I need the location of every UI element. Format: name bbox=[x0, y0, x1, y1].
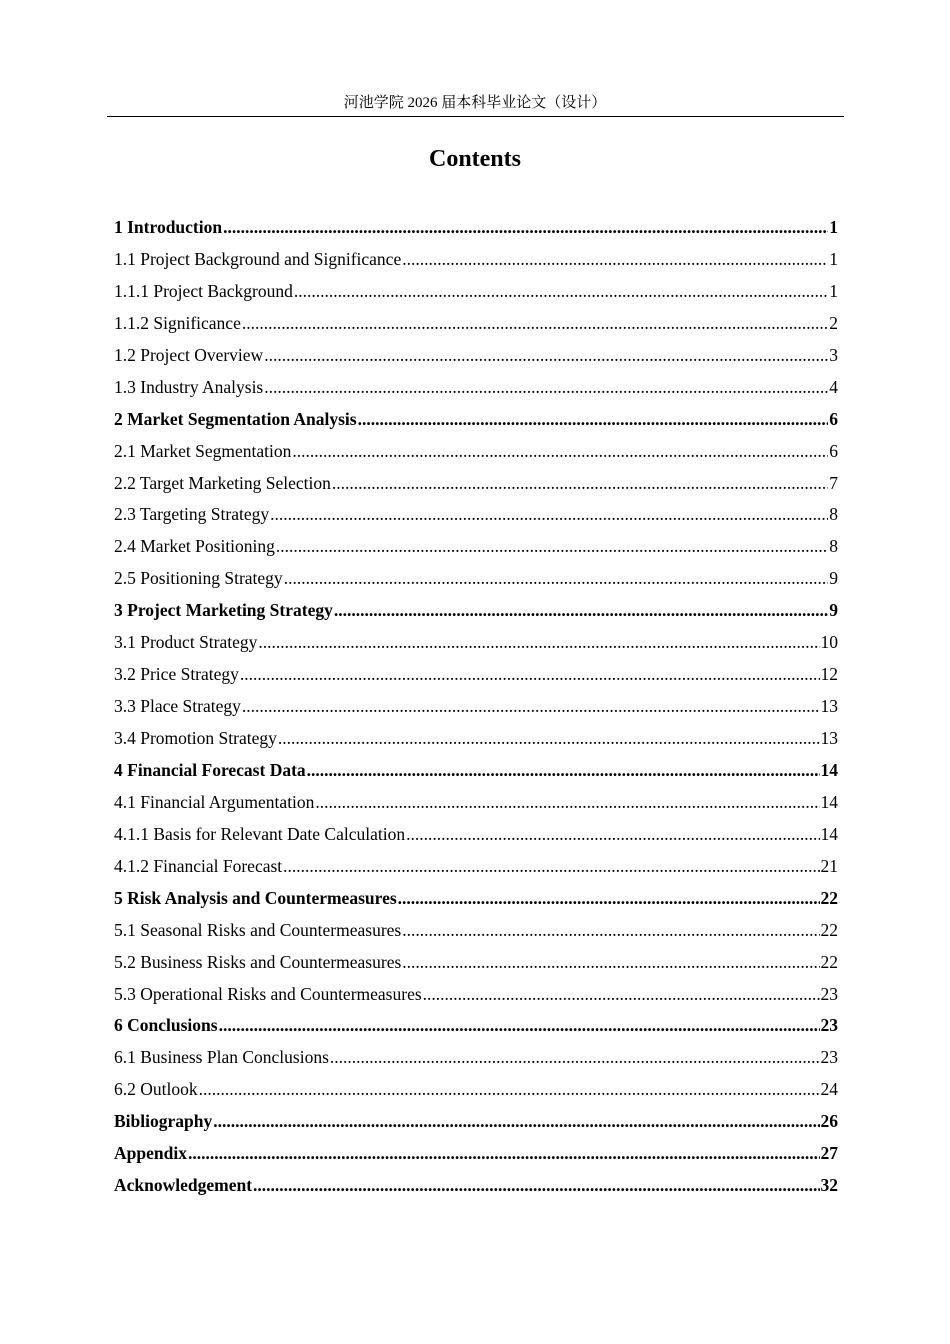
toc-page-number: 12 bbox=[820, 664, 838, 685]
toc-dot-leader bbox=[264, 340, 828, 372]
toc-entry-title: 1.1 Project Background and Significance bbox=[114, 248, 402, 269]
toc-page-number: 9 bbox=[829, 600, 838, 621]
toc-page-number: 21 bbox=[820, 855, 838, 876]
toc-dot-leader bbox=[283, 851, 819, 883]
toc-dot-leader bbox=[188, 1138, 820, 1170]
toc-page-number: 8 bbox=[829, 536, 838, 557]
toc-entry-title: 4 Financial Forecast Data bbox=[114, 759, 306, 780]
toc-entry[interactable] bbox=[114, 340, 838, 372]
toc-page-number: 14 bbox=[820, 759, 838, 780]
toc-dot-leader bbox=[315, 787, 819, 819]
toc-page-number: 23 bbox=[820, 983, 838, 1004]
toc-page-number: 9 bbox=[829, 568, 838, 589]
toc-entry[interactable] bbox=[114, 276, 838, 308]
toc-dot-leader bbox=[307, 755, 820, 787]
toc-entry-title: Bibliography bbox=[114, 1111, 213, 1132]
toc-entry-title: 2.3 Targeting Strategy bbox=[114, 504, 270, 525]
toc-page-number: 7 bbox=[829, 472, 838, 493]
toc-entry[interactable] bbox=[114, 1074, 838, 1106]
toc-dot-leader bbox=[398, 883, 820, 915]
toc-entry[interactable] bbox=[114, 436, 838, 468]
toc-page-number: 27 bbox=[820, 1143, 838, 1164]
toc-entry[interactable] bbox=[114, 691, 838, 723]
toc-entry-title: 5 Risk Analysis and Countermeasures bbox=[114, 887, 397, 908]
toc-dot-leader bbox=[358, 404, 829, 436]
toc-title: Contents bbox=[428, 146, 521, 172]
toc-entry-title: 1 Introduction bbox=[114, 217, 223, 237]
toc-entry[interactable] bbox=[114, 499, 838, 531]
toc-page-number: 14 bbox=[820, 823, 838, 844]
toc-entry-title: 6 Conclusions bbox=[114, 1015, 218, 1036]
toc-entry-title: 2.2 Target Marketing Selection bbox=[114, 472, 331, 493]
toc-page-number: 6 bbox=[829, 408, 838, 429]
toc-entry-title: Appendix bbox=[114, 1143, 187, 1164]
toc-dot-leader bbox=[334, 595, 828, 627]
toc-page-number: 26 bbox=[820, 1111, 838, 1132]
toc-entry-title: 5.1 Seasonal Risks and Countermeasures bbox=[114, 919, 402, 940]
toc-entry-title: 1.2 Project Overview bbox=[114, 344, 264, 365]
toc-page-number: 23 bbox=[820, 1015, 838, 1036]
toc-entry[interactable] bbox=[114, 787, 838, 819]
toc-page-number: 1 bbox=[829, 217, 838, 237]
toc-dot-leader bbox=[402, 915, 819, 947]
header-rule bbox=[107, 116, 844, 117]
toc-dot-leader bbox=[332, 468, 828, 500]
toc-entry[interactable] bbox=[114, 1138, 838, 1170]
toc-entry-title: 3 Project Marketing Strategy bbox=[114, 600, 333, 621]
toc-page-number: 22 bbox=[820, 951, 838, 972]
toc-dot-leader bbox=[240, 659, 820, 691]
toc-dot-leader bbox=[284, 563, 829, 595]
toc-entry[interactable] bbox=[114, 883, 838, 915]
toc-dot-leader bbox=[199, 1074, 820, 1106]
toc-page-number: 1 bbox=[829, 280, 838, 301]
toc-page-number: 22 bbox=[820, 919, 838, 940]
toc-page-number: 13 bbox=[820, 696, 838, 717]
toc-entry[interactable] bbox=[114, 659, 838, 691]
toc-page-number: 23 bbox=[820, 1047, 838, 1068]
toc-page-number: 24 bbox=[820, 1079, 838, 1100]
toc-entry-title: 4.1 Financial Argumentation bbox=[114, 791, 315, 812]
toc-entry-title: 6.2 Outlook bbox=[114, 1079, 198, 1100]
toc-entry[interactable] bbox=[114, 595, 838, 627]
toc-dot-leader bbox=[223, 212, 828, 244]
toc-entry[interactable] bbox=[114, 531, 838, 563]
toc-page-number: 6 bbox=[829, 440, 838, 461]
toc-entry[interactable] bbox=[114, 755, 838, 787]
toc-page-number: 22 bbox=[820, 887, 838, 908]
toc-dot-leader bbox=[264, 372, 828, 404]
toc-entry[interactable] bbox=[114, 627, 838, 659]
toc-entry-title: 1.3 Industry Analysis bbox=[114, 376, 264, 397]
toc-entry[interactable] bbox=[114, 915, 838, 947]
toc-dot-leader bbox=[402, 244, 828, 276]
toc-entry-title: 1.1.2 Significance bbox=[114, 312, 241, 333]
toc-page-number: 4 bbox=[829, 376, 838, 397]
toc-entry-title: 3.4 Promotion Strategy bbox=[114, 728, 277, 748]
toc-dot-leader bbox=[276, 531, 828, 563]
toc-entry[interactable] bbox=[114, 819, 838, 851]
toc-dot-leader bbox=[253, 1170, 819, 1202]
toc-entry[interactable] bbox=[114, 851, 838, 883]
toc-entry[interactable] bbox=[114, 1042, 838, 1074]
toc-entry-title: 4.1.1 Basis for Relevant Date Calculation bbox=[114, 823, 406, 844]
toc-page-number: 3 bbox=[829, 344, 838, 365]
toc-entry[interactable] bbox=[114, 244, 838, 276]
toc-entry[interactable] bbox=[114, 308, 838, 340]
toc-entry[interactable] bbox=[114, 372, 838, 404]
toc-dot-leader bbox=[292, 436, 828, 468]
toc-page-number: 8 bbox=[829, 504, 838, 525]
toc-dot-leader bbox=[423, 979, 820, 1011]
table-of-contents bbox=[114, 212, 838, 1202]
toc-entry-title: 2.5 Positioning Strategy bbox=[114, 568, 283, 589]
toc-entry-title: 4.1.2 Financial Forecast bbox=[114, 855, 283, 876]
toc-dot-leader bbox=[258, 627, 819, 659]
toc-dot-leader bbox=[402, 947, 819, 979]
toc-page-number: 32 bbox=[820, 1175, 838, 1196]
toc-page-number: 10 bbox=[820, 632, 838, 653]
toc-entry[interactable] bbox=[114, 563, 838, 595]
toc-dot-leader bbox=[406, 819, 819, 851]
page-header: 河池学院 2026 届本科毕业论文（设计） bbox=[343, 95, 607, 111]
toc-page-number: 2 bbox=[829, 312, 838, 333]
toc-page-number: 13 bbox=[820, 728, 838, 748]
toc-dot-leader bbox=[242, 691, 820, 723]
toc-entry[interactable] bbox=[114, 1010, 838, 1042]
toc-dot-leader bbox=[219, 1010, 820, 1042]
toc-entry-title: 3.2 Price Strategy bbox=[114, 664, 239, 685]
toc-entry-title: 5.2 Business Risks and Countermeasures bbox=[114, 951, 402, 972]
toc-dot-leader bbox=[270, 499, 828, 531]
toc-entry-title: Acknowledgement bbox=[114, 1175, 253, 1196]
toc-dot-leader bbox=[242, 308, 828, 340]
toc-entry[interactable] bbox=[114, 723, 838, 755]
toc-entry[interactable] bbox=[114, 979, 838, 1011]
toc-entry-title: 6.1 Business Plan Conclusions bbox=[114, 1047, 329, 1068]
toc-dot-leader bbox=[213, 1106, 819, 1138]
toc-entry[interactable] bbox=[114, 947, 838, 979]
toc-page-number: 1 bbox=[829, 248, 838, 269]
toc-page-number: 14 bbox=[820, 791, 838, 812]
toc-entry[interactable] bbox=[114, 212, 838, 244]
toc-entry-title: 3.1 Product Strategy bbox=[114, 632, 258, 653]
toc-dot-leader bbox=[330, 1042, 820, 1074]
toc-entry-title: 5.3 Operational Risks and Countermeasures bbox=[114, 983, 422, 1004]
toc-entry-title: 2.1 Market Segmentation bbox=[114, 440, 292, 461]
toc-dot-leader bbox=[294, 276, 828, 308]
toc-entry-title: 1.1.1 Project Background bbox=[114, 280, 293, 301]
toc-entry[interactable] bbox=[114, 1170, 838, 1202]
toc-entry[interactable] bbox=[114, 404, 838, 436]
toc-entry[interactable] bbox=[114, 468, 838, 500]
toc-entry-title: 2.4 Market Positioning bbox=[114, 536, 275, 557]
toc-entry-title: 2 Market Segmentation Analysis bbox=[114, 408, 357, 429]
toc-entry-title: 3.3 Place Strategy bbox=[114, 696, 241, 717]
toc-dot-leader bbox=[278, 723, 820, 755]
toc-entry[interactable] bbox=[114, 1106, 838, 1138]
